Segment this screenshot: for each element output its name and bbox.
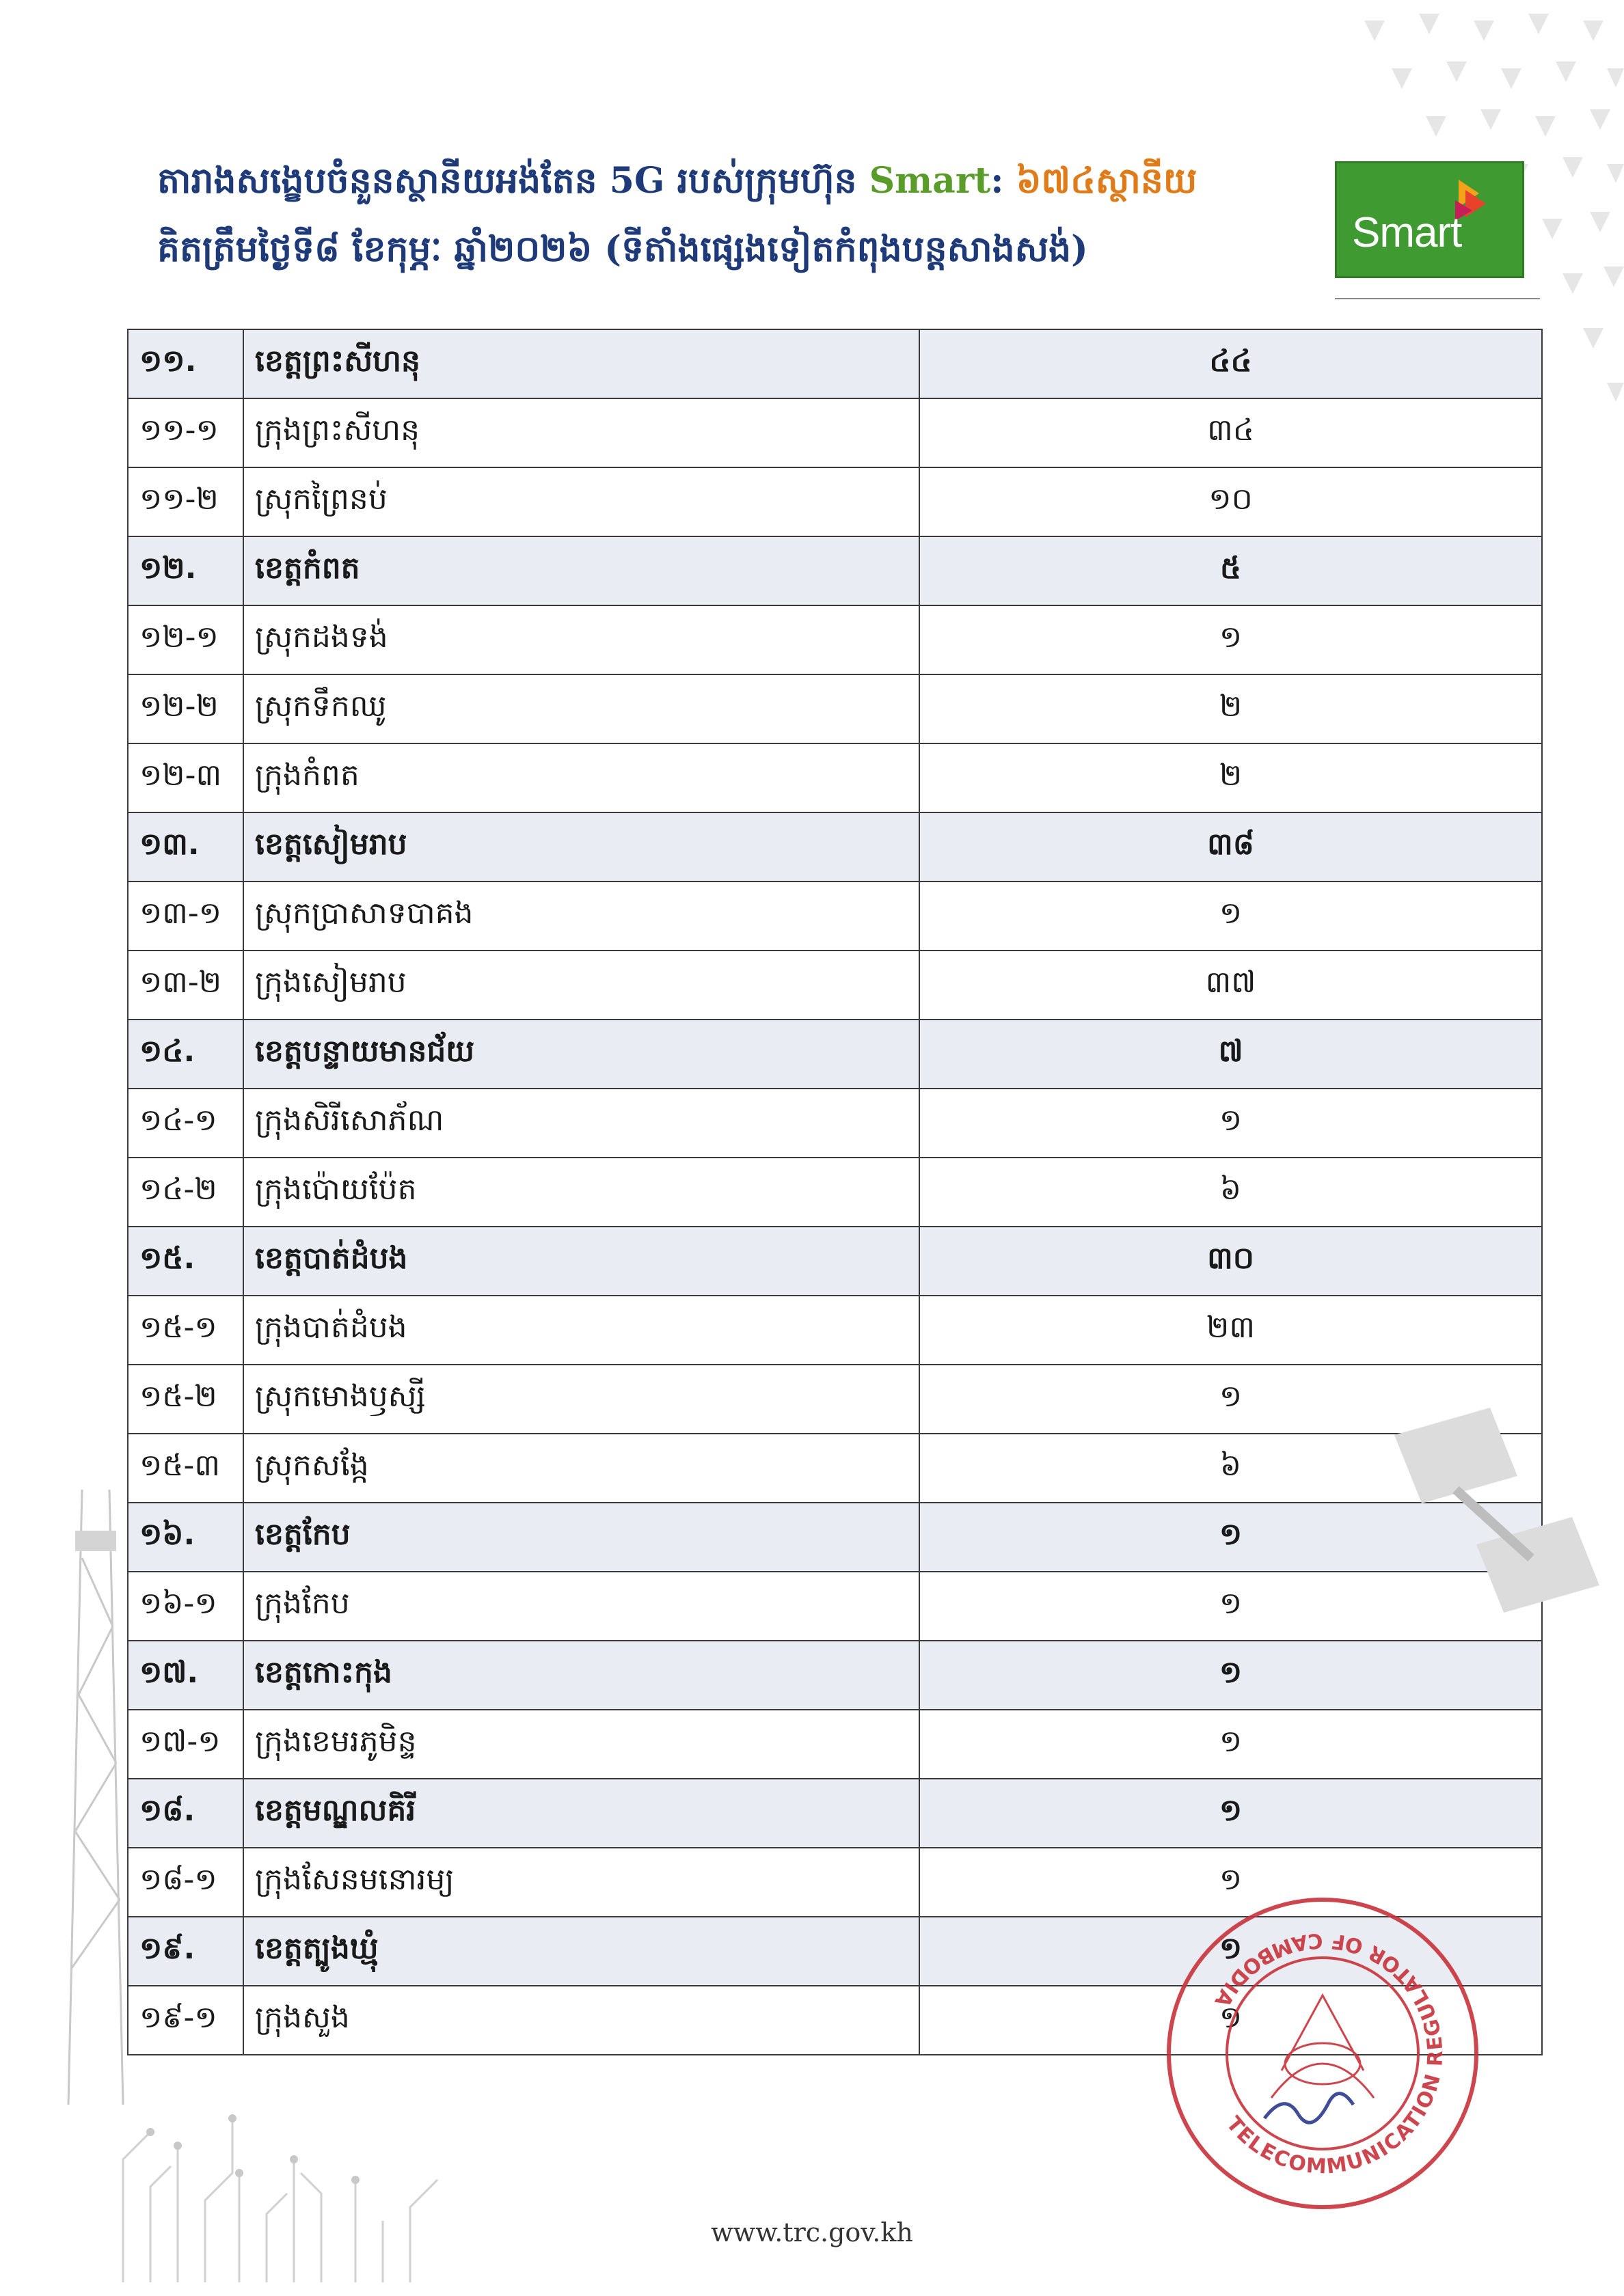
province-row xyxy=(128,1503,1542,1572)
row-number: ១៣. xyxy=(128,812,243,882)
official-stamp xyxy=(1162,1893,1483,2214)
title-line-1 xyxy=(157,147,1251,215)
smart-logo-text: Smart xyxy=(1352,209,1462,256)
district-row xyxy=(128,1710,1542,1779)
province-row xyxy=(128,1227,1542,1296)
row-name: ក្រុងសែនមនោរម្យ xyxy=(243,1848,919,1917)
row-name: ខេត្តត្បូងឃ្មុំ xyxy=(243,1917,919,1986)
province-row xyxy=(128,1020,1542,1089)
footer-website: www.trc.gov.kh xyxy=(711,2217,913,2247)
row-station-count: ៦ xyxy=(919,1434,1542,1503)
row-station-count: ៧ xyxy=(919,1020,1542,1089)
row-station-count: ៤៤ xyxy=(919,329,1542,398)
svg-text:TELECOMMUNICATION REGULATOR OF xyxy=(1209,1928,1448,2179)
district-row xyxy=(128,951,1542,1020)
district-row xyxy=(128,1158,1542,1227)
row-station-count: ២ xyxy=(919,674,1542,743)
row-number: ១១-២ xyxy=(128,467,243,536)
row-station-count: ១ xyxy=(919,605,1542,674)
row-name: ក្រុងបាត់ដំបង xyxy=(243,1296,919,1365)
row-name: ស្រុកមោងឫស្សី xyxy=(243,1365,919,1434)
province-row xyxy=(128,536,1542,605)
row-number: ១៤-១ xyxy=(128,1089,243,1158)
station-table-body xyxy=(128,329,1542,2055)
row-name: ស្រុកទឹកឈូ xyxy=(243,674,919,743)
row-station-count: ១ xyxy=(919,1089,1542,1158)
header xyxy=(157,147,1251,284)
row-name: ខេត្តព្រះសីហនុ xyxy=(243,329,919,398)
row-number: ១៧. xyxy=(128,1641,243,1710)
row-number: ១៨-១ xyxy=(128,1848,243,1917)
title-line-2: គិតត្រឹមថ្ងៃទី៨ ខែកុម្ភៈ ឆ្នាំ២០២៦ (ទីតាំងផ្សេងទៀតកំពុងបន្តសាងសង់) xyxy=(157,228,1088,270)
row-station-count: ១ xyxy=(919,1365,1542,1434)
row-name: ខេត្តសៀមរាប xyxy=(243,812,919,882)
row-station-count: ១ xyxy=(919,1572,1542,1641)
row-station-count: ១ xyxy=(919,1779,1542,1848)
row-station-count: ២៣ xyxy=(919,1296,1542,1365)
background-tower-graphic xyxy=(41,1490,150,2105)
district-row xyxy=(128,1089,1542,1158)
row-station-count: ១០ xyxy=(919,467,1542,536)
row-number: ១៧-១ xyxy=(128,1710,243,1779)
row-station-count: ៣៨ xyxy=(919,812,1542,882)
province-row xyxy=(128,812,1542,882)
row-name: ស្រុកសង្កែ xyxy=(243,1434,919,1503)
row-station-count: ១ xyxy=(919,1986,1542,2055)
row-number: ១១-១ xyxy=(128,398,243,467)
row-name: ក្រុងខេមរភូមិន្ទ xyxy=(243,1710,919,1779)
row-number: ១៩. xyxy=(128,1917,243,1986)
row-name: ក្រុងសួង xyxy=(243,1986,919,2055)
district-row xyxy=(128,1365,1542,1434)
district-row xyxy=(128,1572,1542,1641)
district-row xyxy=(128,674,1542,743)
row-number: ១២-១ xyxy=(128,605,243,674)
district-row xyxy=(128,743,1542,812)
title-brand: Smart xyxy=(869,160,991,202)
row-name: ខេត្តកំពត xyxy=(243,536,919,605)
background-satellite-graphic xyxy=(1353,1394,1613,1681)
row-number: ១៥-២ xyxy=(128,1365,243,1434)
title-station-count: ៦៧៤ស្ថានីយ xyxy=(1016,160,1197,202)
row-station-count: ៦ xyxy=(919,1158,1542,1227)
title-separator: : xyxy=(990,160,1016,202)
row-station-count: ១ xyxy=(919,1710,1542,1779)
row-station-count: ១ xyxy=(919,1641,1542,1710)
row-name: ខេត្តកែប xyxy=(243,1503,919,1572)
row-number: ១៩-១ xyxy=(128,1986,243,2055)
row-number: ១៤. xyxy=(128,1020,243,1089)
smart-logo xyxy=(1335,161,1524,278)
row-name: ស្រុកព្រៃនប់ xyxy=(243,467,919,536)
row-station-count: ១ xyxy=(919,882,1542,951)
province-row xyxy=(128,1779,1542,1848)
row-station-count: ៣៧ xyxy=(919,951,1542,1020)
row-station-count: ២ xyxy=(919,743,1542,812)
row-number: ១៦. xyxy=(128,1503,243,1572)
row-name: ក្រុងកំពត xyxy=(243,743,919,812)
row-name: ក្រុងព្រះសីហនុ xyxy=(243,398,919,467)
background-circuit-graphic xyxy=(82,2077,519,2282)
row-name: ក្រុងសៀមរាប xyxy=(243,951,919,1020)
row-station-count: ៥ xyxy=(919,536,1542,605)
row-number: ១៥. xyxy=(128,1227,243,1296)
row-station-count: ៣៤ xyxy=(919,398,1542,467)
row-name: ខេត្តមណ្ឌលគិរី xyxy=(243,1779,919,1848)
row-number: ១២. xyxy=(128,536,243,605)
row-name: ខេត្តបាត់ដំបង xyxy=(243,1227,919,1296)
row-name: ក្រុងកែប xyxy=(243,1572,919,1641)
stamp-text: TELECOMMUNICATION REGULATOR OF CAMBODIA xyxy=(1208,1928,1448,2179)
station-table xyxy=(127,329,1543,2055)
row-number: ១២-២ xyxy=(128,674,243,743)
district-row xyxy=(128,467,1542,536)
row-name: ក្រុងសិរីសោភ័ណ xyxy=(243,1089,919,1158)
row-station-count: ១ xyxy=(919,1848,1542,1917)
district-row xyxy=(128,1296,1542,1365)
row-number: ១៣-២ xyxy=(128,951,243,1020)
row-station-count: ១ xyxy=(919,1917,1542,1986)
row-number: ១៥-៣ xyxy=(128,1434,243,1503)
row-station-count: ៣០ xyxy=(919,1227,1542,1296)
province-row xyxy=(128,1641,1542,1710)
row-name: ខេត្តបន្ទាយមានជ័យ xyxy=(243,1020,919,1089)
district-row xyxy=(128,1434,1542,1503)
row-name: ខេត្តកោះកុង xyxy=(243,1641,919,1710)
district-row xyxy=(128,605,1542,674)
row-station-count: ១ xyxy=(919,1503,1542,1572)
row-number: ១៣-១ xyxy=(128,882,243,951)
row-number: ១៥-១ xyxy=(128,1296,243,1365)
district-row xyxy=(128,882,1542,951)
row-number: ១៦-១ xyxy=(128,1572,243,1641)
row-number: ១១. xyxy=(128,329,243,398)
signature-mark xyxy=(1264,2094,1353,2123)
row-number: ១៨. xyxy=(128,1779,243,1848)
district-row xyxy=(128,398,1542,467)
logo-divider xyxy=(1335,298,1540,299)
row-name: ស្រុកប្រាសាទបាគង xyxy=(243,882,919,951)
row-number: ១២-៣ xyxy=(128,743,243,812)
row-number: ១៤-២ xyxy=(128,1158,243,1227)
title-main: តារាងសង្ខេបចំនួនស្ថានីយអង់តែន 5G របស់ក្រុមហ៊ុន xyxy=(157,160,869,202)
row-name: ស្រុកដងទង់ xyxy=(243,605,919,674)
row-name: ក្រុងប៉ោយប៉ែត xyxy=(243,1158,919,1227)
province-row xyxy=(128,329,1542,398)
